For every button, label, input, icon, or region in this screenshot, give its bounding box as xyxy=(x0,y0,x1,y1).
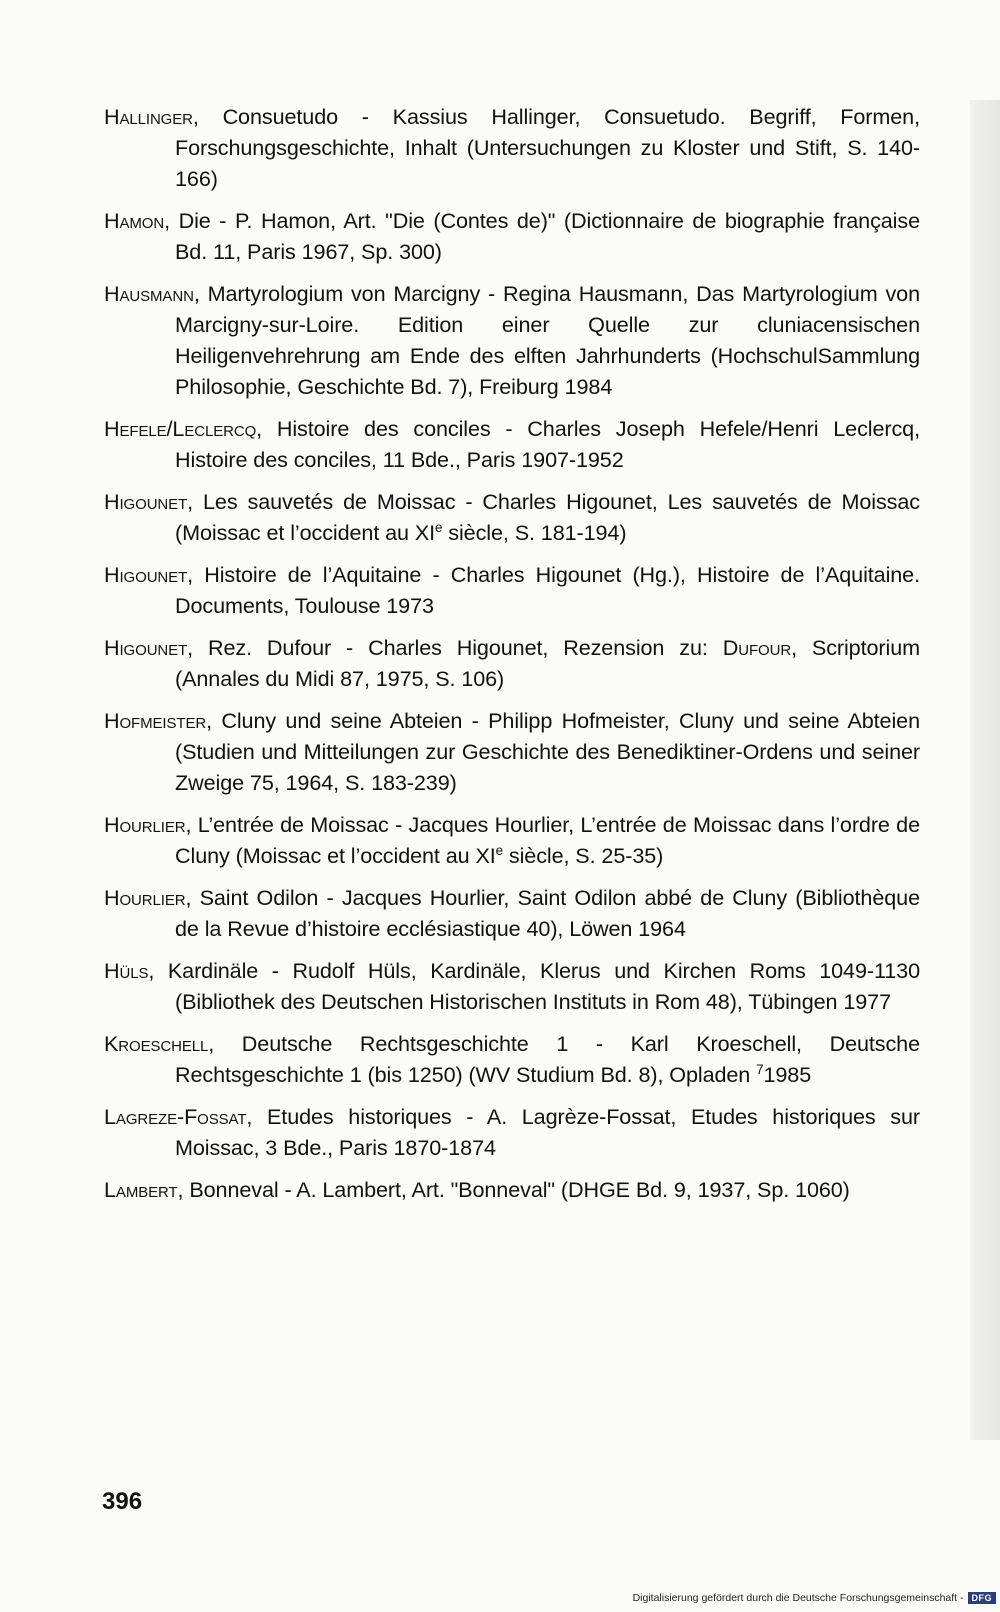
entry-citation-end: siècle, S. 25-35) xyxy=(503,843,664,868)
entry-key: Hüls xyxy=(104,958,149,983)
entry-key: Higounet xyxy=(104,635,188,660)
bibliography-entry xyxy=(104,559,920,621)
bibliography-entry xyxy=(104,955,920,1017)
bibliography-entry xyxy=(104,1028,920,1090)
entry-citation: Jacques Hourlier, Saint Odilon abbé de Cluny (Bibliothèque de la Revue d’histoire ecclésiastique 40), Löwen 1964 xyxy=(175,885,920,941)
entry-key: Hausmann xyxy=(104,281,194,306)
entry-short-title: , Deutsche Rechtsgeschichte 1 - xyxy=(208,1031,631,1056)
entry-key: Lagreze-Fossat xyxy=(104,1104,247,1129)
bibliography-entry xyxy=(104,1101,920,1163)
entry-short-title: , Histoire de l’Aquitaine - xyxy=(187,562,451,587)
entry-short-title: , Bonneval - xyxy=(177,1177,297,1202)
entry-short-title: , Die - xyxy=(164,208,235,233)
entry-citation: Charles Higounet, Rezension zu: xyxy=(368,635,723,660)
entry-key: Hofmeister xyxy=(104,708,207,733)
entry-citation: Regina Hausmann, Das Martyrologium von Marcigny-sur-Loire. Edition einer Quelle zur cluniacensischen Heiligenvehrehrung am Ende des elften Jahrhunderts (HochschulSammlung Philosophie, Geschichte Bd. 7), Freiburg 1984 xyxy=(175,281,920,399)
entry-short-title: , Consuetudo - xyxy=(192,104,393,129)
entry-cross-reference: Dufour xyxy=(722,635,792,660)
bibliography-entry xyxy=(104,413,920,475)
bibliography-entry xyxy=(104,486,920,548)
entry-citation: A. Lambert, Art. "Bonneval" (DHGE Bd. 9, 1937, Sp. 1060) xyxy=(296,1177,850,1202)
entry-short-title: , L’entrée de Moissac - xyxy=(185,812,409,837)
bibliography-list xyxy=(104,101,920,1216)
entry-short-title: , Saint Odilon - xyxy=(185,885,342,910)
entry-citation: Kassius Hallinger, Consuetudo. Begriff, Formen, Forschungsgeschichte, Inhalt (Untersuchungen zu Kloster und Stift, S. 140-166) xyxy=(175,104,920,191)
entry-key: Kroeschell xyxy=(104,1031,209,1056)
entry-short-title: , Histoire des conciles - xyxy=(256,416,528,441)
entry-short-title: , Kardinäle - xyxy=(148,958,293,983)
entry-key: Hamon xyxy=(104,208,165,233)
bibliography-entry xyxy=(104,1174,920,1205)
entry-short-title: , Martyrologium von Marcigny - xyxy=(193,281,503,306)
bibliography-entry xyxy=(104,882,920,944)
entry-citation: Charles Higounet (Hg.), Histoire de l’Aquitaine. Documents, Toulouse 1973 xyxy=(175,562,920,618)
entry-citation: Charles Joseph Hefele/Henri Leclercq, Histoire des conciles, 11 Bde., Paris 1907-1952 xyxy=(175,416,920,472)
bibliography-entry xyxy=(104,278,920,402)
entry-short-title: , Etudes historiques - xyxy=(246,1104,487,1129)
entry-citation-end: , Scriptorium (Annales du Midi 87, 1975, S. 106) xyxy=(175,635,920,691)
entry-citation: A. Lagrèze-Fossat, Etudes historiques sur Moissac, 3 Bde., Paris 1870-1874 xyxy=(175,1104,920,1160)
entry-citation-end: siècle, S. 181-194) xyxy=(442,520,627,545)
footer-text: Digitalisierung gefördert durch die Deutsche Forschungsgemeinschaft - xyxy=(632,1592,964,1604)
entry-short-title: , Les sauvetés de Moissac - xyxy=(187,489,483,514)
entry-citation: Jacques Hourlier, L’entrée de Moissac dans l’ordre de Cluny (Moissac et l’occident au XI xyxy=(175,812,920,868)
dfg-logo-icon: DFG xyxy=(968,1592,997,1604)
entry-citation-end: 1985 xyxy=(763,1062,812,1087)
bibliography-entry xyxy=(104,809,920,871)
entry-citation: Rudolf Hüls, Kardinäle, Klerus und Kirchen Roms 1049-1130 (Bibliothek des Deutschen Historischen Instituts in Rom 48), Tübingen 1977 xyxy=(175,958,920,1014)
entry-key: Higounet xyxy=(104,489,188,514)
entry-key: Hefele/Leclercq xyxy=(104,416,257,441)
entry-key: Higounet xyxy=(104,562,188,587)
entry-key: Hallinger xyxy=(104,104,193,129)
superscript: e xyxy=(495,842,503,858)
facing-page-edge xyxy=(970,100,1000,1440)
digitization-footer xyxy=(633,1592,996,1604)
bibliography-entry xyxy=(104,705,920,798)
entry-citation: Charles Higounet, Les sauvetés de Moissac (Moissac et l’occident au XI xyxy=(175,489,920,545)
page-number: 396 xyxy=(102,1488,143,1515)
entry-citation: Philipp Hofmeister, Cluny und seine Abteien (Studien und Mitteilungen zur Geschichte des Benediktiner-Ordens und seiner Zweige 75, 1964, S. 183-239) xyxy=(175,708,920,795)
entry-citation: P. Hamon, Art. "Die (Contes de)" (Dictionnaire de biographie française Bd. 11, Paris 1967, Sp. 300) xyxy=(175,208,920,264)
entry-key: Hourlier xyxy=(104,812,186,837)
bibliography-entry xyxy=(104,101,920,194)
entry-citation: Karl Kroeschell, Deutsche Rechtsgeschichte 1 (bis 1250) (WV Studium Bd. 8), Opladen xyxy=(175,1031,920,1087)
bibliography-entry xyxy=(104,205,920,267)
bibliography-entry xyxy=(104,632,920,694)
entry-key: Lambert xyxy=(104,1177,178,1202)
entry-short-title: , Rez. Dufour - xyxy=(187,635,369,660)
entry-key: Hourlier xyxy=(104,885,186,910)
entry-short-title: , Cluny und seine Abteien - xyxy=(206,708,489,733)
superscript: 7 xyxy=(756,1061,764,1077)
superscript: e xyxy=(435,519,443,535)
